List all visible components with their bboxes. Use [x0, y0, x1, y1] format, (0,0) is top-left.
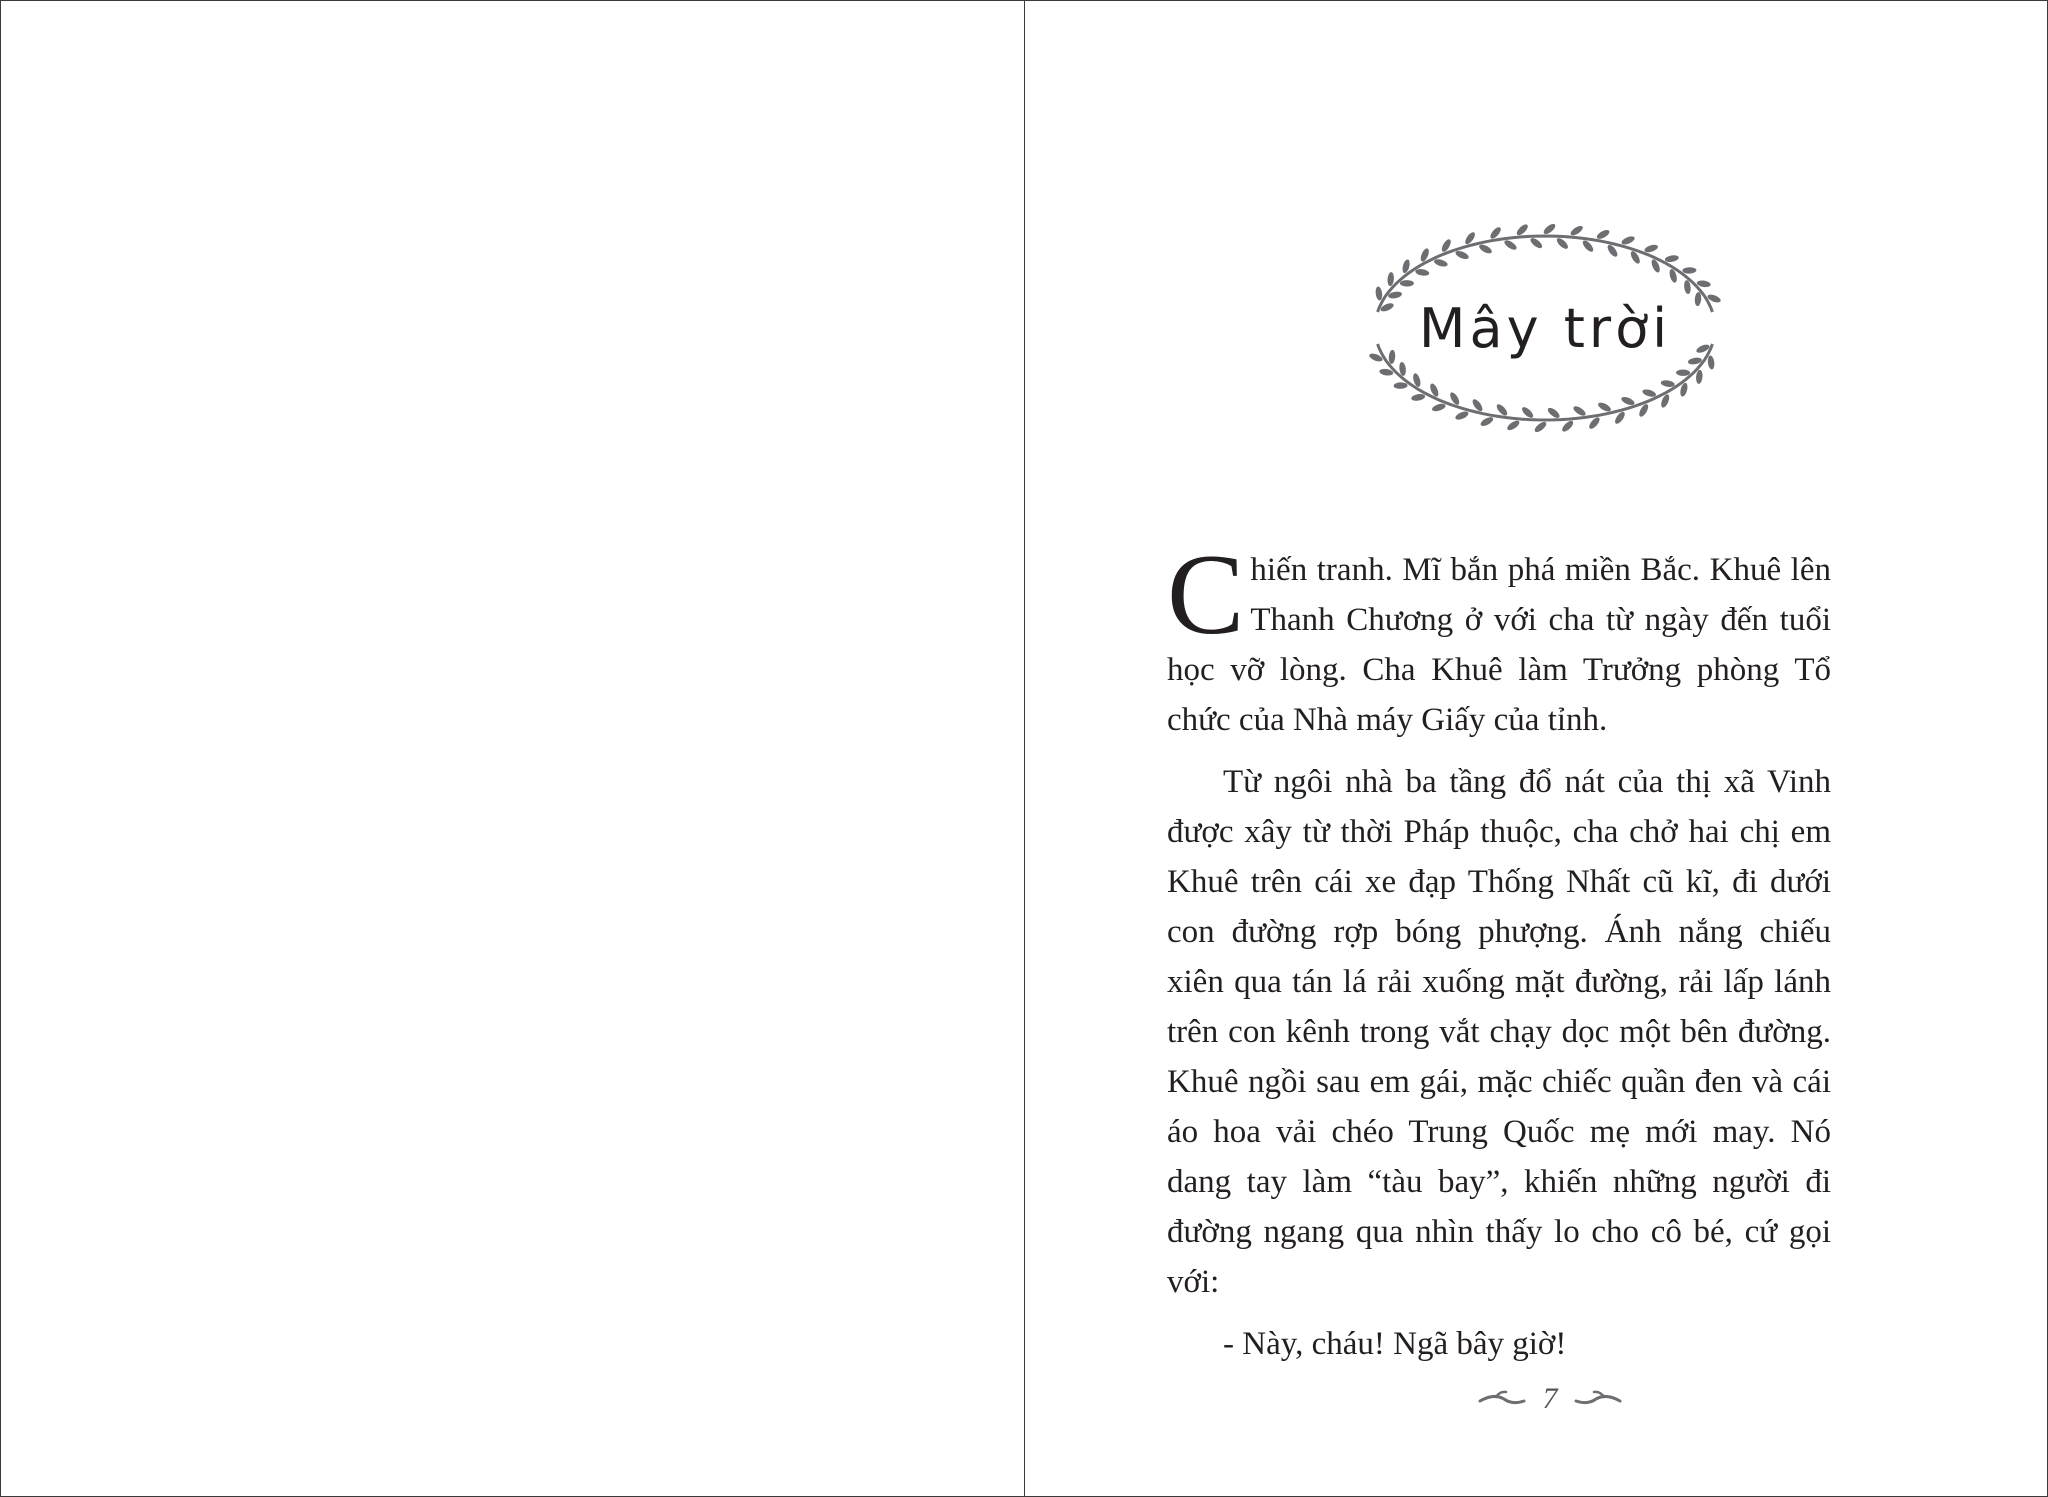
dialogue-line: - Này, cháu! Ngã bây giờ!	[1223, 1326, 1567, 1362]
paragraph-text: hiến tranh. Mĩ bắn phá miền Bắc. Khuê lên Thanh Chương ở với cha từ ngày đến tuổi học vỡ lòng. Cha Khuê làm Trưởng phòng Tổ chức của Nhà máy Giấy của tỉnh.	[1167, 552, 1831, 738]
paragraph: Từ ngôi nhà ba tầng đổ nát của thị xã Vinh được xây từ thời Pháp thuộc, cha chở hai chị em Khuê trên cái xe đạp Thống Nhất cũ kĩ, đi dưới con đường rợp bóng phượng. Ánh nắng chiếu xiên qua tán lá rải xuống mặt đường, rải lấp lánh trên con kênh trong vắt chạy dọc một bên đường. Khuê ngồi sau em gái, mặc chiếc quần đen và cái áo hoa vải chéo Trung Quốc mẹ mới may. Nó dang tay làm “tàu bay”, khiến những người đi đường ngang qua nhìn thấy lo cho cô bé, cứ gọi với:	[1167, 764, 1831, 1300]
drop-cap: C	[1167, 531, 1245, 659]
right-page	[1025, 1, 2047, 1496]
chapter-body	[1167, 531, 1831, 1381]
chapter-title: Mây trời	[1418, 296, 1672, 360]
page-footer	[1470, 1379, 1630, 1419]
page-number: 7	[1542, 1382, 1558, 1415]
left-page-blank	[1, 1, 1024, 1496]
paragraph-opening	[1167, 531, 1831, 745]
